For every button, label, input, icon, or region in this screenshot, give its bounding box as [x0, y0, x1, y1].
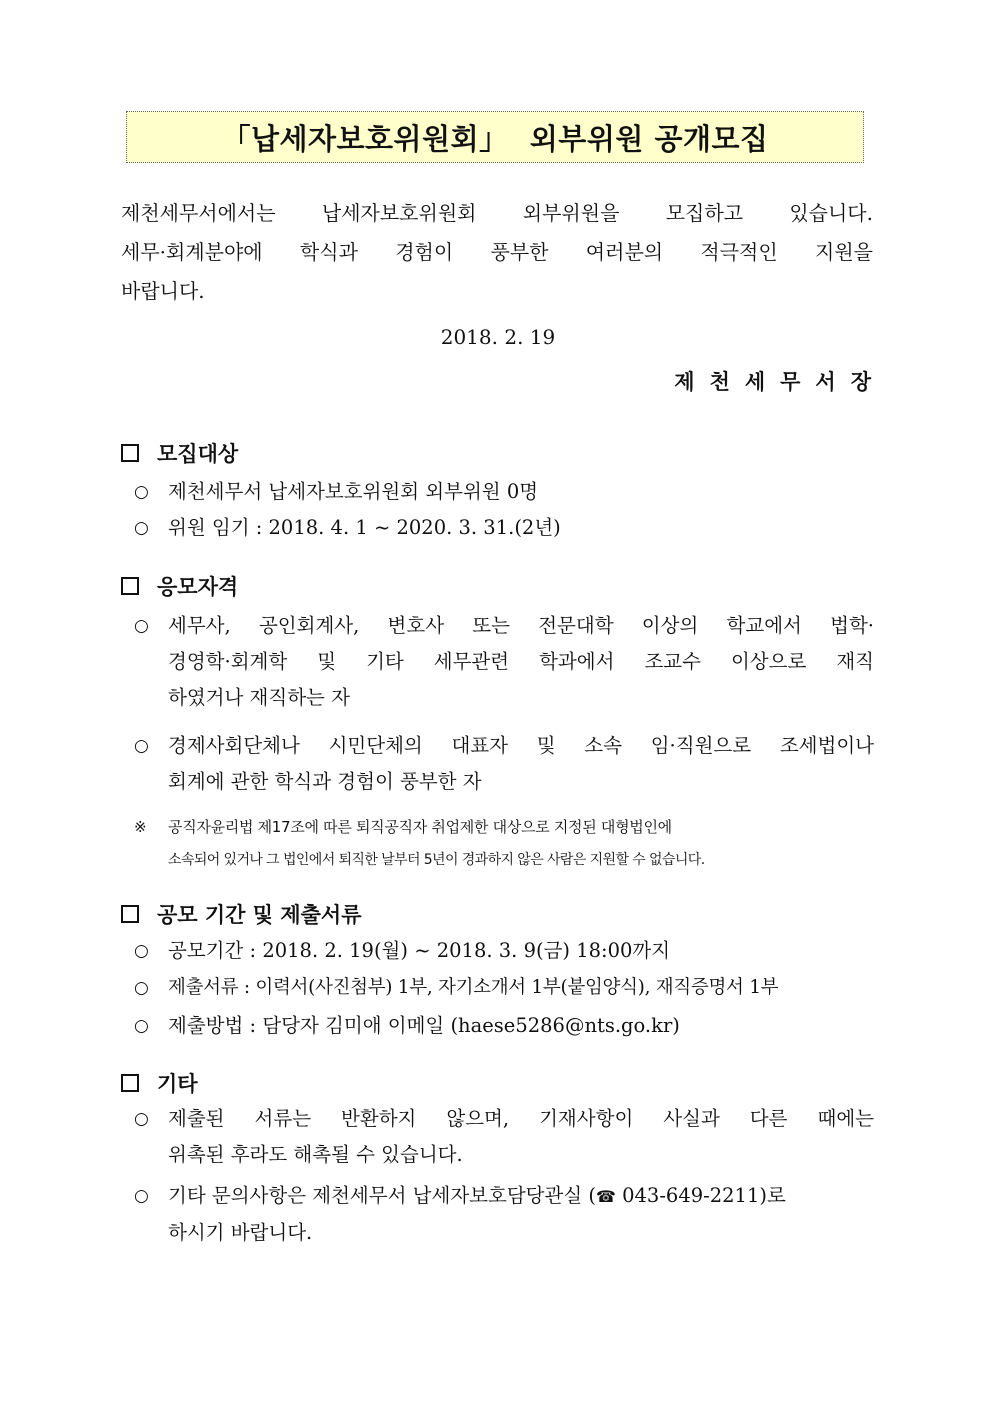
title-box	[126, 111, 864, 163]
list-item	[134, 728, 874, 800]
list-item	[134, 608, 874, 716]
circle-bullet-icon: ○	[134, 616, 149, 636]
period-item-3: 제출방법 : 담당자 김미애 이메일 (haese5286@nts.go.kr)	[168, 1014, 680, 1037]
list-item	[134, 933, 874, 969]
intro-line-3: 바랍니다.	[121, 279, 205, 303]
section-checkbox-icon	[121, 905, 139, 923]
section-heading-qualification: 응모자격	[157, 575, 239, 599]
list-item	[134, 970, 874, 1006]
list-item	[134, 1101, 874, 1173]
section-heading-period: 공모 기간 및 제출서류	[157, 903, 362, 927]
qualification-note	[134, 811, 874, 877]
qualification-item-2-line-2: 회계에 관한 학식과 경험이 풍부한 자	[168, 770, 482, 793]
circle-bullet-icon: ○	[134, 1109, 149, 1129]
list-item	[134, 1178, 874, 1251]
target-item-2: 위원 임기 : 2018. 4. 1 ~ 2020. 3. 31.(2년)	[168, 516, 561, 539]
circle-bullet-icon: ○	[134, 941, 149, 961]
note-line-1: 공직자윤리법 제17조에 따른 퇴직공직자 취업제한 대상으로 지정된 대형법인에	[168, 818, 672, 836]
intro-paragraph	[121, 194, 873, 311]
list-item	[134, 510, 874, 546]
section-heading-etc: 기타	[157, 1072, 198, 1096]
signer: 제천세무서장	[674, 369, 886, 394]
section-qualification	[121, 571, 238, 601]
list-item	[134, 474, 874, 510]
etc-item-1-line-1: 제출된 서류는 반환하지 않으며, 기재사항이 사실과 다른 때에는	[168, 1107, 874, 1130]
note-line-2: 소속되어 있거나 그 법인에서 퇴직한 날부터 5년이 경과하지 않은 사람은 지원할 수 없습니다.	[168, 852, 705, 868]
circle-bullet-icon: ○	[134, 1016, 149, 1036]
etc-item-2-line-1	[168, 1178, 874, 1215]
etc-item-2-phone: 043-649-2211)로	[615, 1184, 786, 1207]
period-item-1: 공모기간 : 2018. 2. 19(월) ~ 2018. 3. 9(금) 18:00까지	[168, 939, 671, 962]
section-checkbox-icon	[121, 577, 139, 595]
qualification-item-1-line-2: 경영학·회계학 및 기타 세무관련 학과에서 조교수 이상으로 재직	[168, 650, 874, 673]
circle-bullet-icon: ○	[134, 518, 149, 538]
qualification-item-1-line-3: 하였거나 재직하는 자	[168, 686, 350, 709]
section-checkbox-icon	[121, 1074, 139, 1092]
announcement-date: 2018. 2. 19	[440, 325, 556, 349]
section-heading-target: 모집대상	[157, 442, 239, 466]
note-mark: ※	[134, 818, 147, 836]
etc-item-1-line-2: 위촉된 후라도 해촉될 수 있습니다.	[168, 1143, 463, 1166]
section-target	[121, 438, 238, 468]
circle-bullet-icon: ○	[134, 978, 149, 998]
qualification-item-1-line-1: 세무사, 공인회계사, 변호사 또는 전문대학 이상의 학교에서 법학·	[168, 614, 874, 637]
intro-line-2: 세무·회계분야에 학식과 경험이 풍부한 여러분의 적극적인 지원을	[121, 240, 873, 264]
intro-line-1: 제천세무서에서는 납세자보호위원회 외부위원을 모집하고 있습니다.	[121, 201, 873, 225]
circle-bullet-icon: ○	[134, 1186, 149, 1206]
etc-item-2-prefix: 기타 문의사항은 제천세무서 납세자보호담당관실 (	[168, 1184, 596, 1207]
phone-icon: ☎	[595, 1187, 616, 1206]
list-item	[134, 1008, 874, 1044]
qualification-item-2-line-1: 경제사회단체나 시민단체의 대표자 및 소속 임·직원으로 조세법이나	[168, 734, 874, 757]
section-period	[121, 899, 362, 929]
page-title: 「납세자보호위원회」 외부위원 공개모집	[221, 121, 769, 156]
period-item-2: 제출서류 : 이력서(사진첨부) 1부, 자기소개서 1부(붙임양식), 재직증명서 1부	[168, 977, 779, 998]
circle-bullet-icon: ○	[134, 482, 149, 502]
announcement-date-row	[0, 325, 992, 349]
target-item-1: 제천세무서 납세자보호위원회 외부위원 0명	[168, 480, 539, 503]
circle-bullet-icon: ○	[134, 736, 149, 756]
section-etc	[121, 1068, 198, 1098]
section-checkbox-icon	[121, 444, 139, 462]
etc-item-2-line-2: 하시기 바랍니다.	[168, 1221, 313, 1244]
